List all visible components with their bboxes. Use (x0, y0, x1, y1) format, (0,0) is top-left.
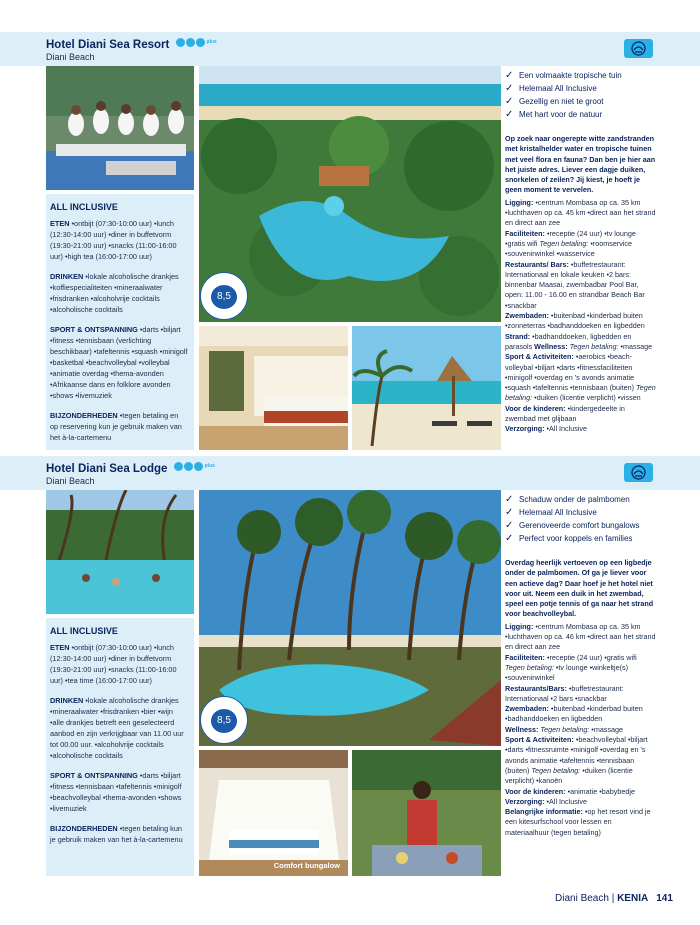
check-icon: ✓ (505, 520, 514, 531)
detail-faciliteiten: Faciliteiten: •receptie (24 uur) •tv lounge •gratis wifi Tegen betaling: •roomservice •souvenirwinkel •wasservice (505, 228, 636, 259)
all-inclusive-panel (46, 618, 194, 876)
hotel-title: Hotel Diani Sea Lodge $^{plus}$ (46, 463, 215, 475)
highlight-item: ✓ Perfect voor koppels en families (505, 533, 633, 544)
hotel-title: Hotel Diani Sea Resort $^{plus}$ (46, 39, 217, 51)
detail-restaurants: Restaurants/ Bars: •buffetrestaurant: Internationaal en lokale keuken •2 bars: binnenbar Maasai, zwembadbar Pool Bar, open: 11.00 - 16.00 en strandbar Beach Bar •snackbar (505, 259, 645, 310)
buffet-photo (46, 66, 194, 190)
score-value: 8,5 (211, 709, 237, 733)
detail-faciliteiten: Faciliteiten: •receptie (24 uur) •gratis wifi Tegen betaling: •tv lounge •winkeltje(s) •souvenirwinkel (505, 652, 637, 683)
page-footer: Diani Beach | KENIA 141 (555, 893, 673, 904)
hotel-description (505, 558, 657, 838)
kite-surf-icon (624, 463, 653, 482)
check-icon: ✓ (505, 109, 514, 120)
detail-ligging: Ligging: •centrum Mombasa op ca. 35 km •luchthaven op ca. 46 km •direct aan het strand en direct aan zee (505, 621, 656, 652)
detail-ligging: Ligging: •centrum Mombasa op ca. 35 km •luchthaven op ca. 45 km •direct aan het strand en direct aan zee (505, 197, 656, 228)
hotel-intro: Op zoek naar ongerepte witte zandstranden met kristalhelder water en tropische tuinen met veel flora en fauna? Dan ben je hier aan het juiste adres. Liever een dagje duiken, snorkelen of zeilen? Jij kiest, je hoeft je geen moment te vervelen. (505, 134, 656, 195)
all-inclusive-panel (46, 194, 194, 450)
highlights-list (505, 69, 622, 121)
hotel-intro: Overdag heerlijk vertoeven op een ligbedje onder de palmbomen. Of ga je liever voor een actieve dag? Daar hoef je het hotel niet voor uit. Neem een duik in het zwembad, speel een potje tennis of ga naar het strand voor beachvolleybal. (505, 558, 654, 619)
footer-country: KENIA (617, 893, 649, 904)
score-badge (200, 696, 248, 744)
page-number: 141 (656, 893, 673, 904)
kite-surf-icon (624, 39, 653, 58)
ai-block-sport: SPORT & ONTSPANNING •darts •biljart •fitness •tennisbaan (verlichting beschikbaar) •tafeltennis •squash •minigolf •basketbal •beachvolleybal •volleybal •animatie overdag •thema-avonden •Afrikaanse dans en folklore avonden •shows •livemuziek (50, 325, 188, 400)
detail-zwembaden: Zwembaden: •buitenbad •kinderbad buiten •badhanddoeken en ligbedden (505, 704, 643, 724)
highlight-item: ✓ Schaduw onder de palmbomen (505, 494, 630, 505)
check-icon: ✓ (505, 507, 514, 518)
score-value: 8,5 (211, 285, 237, 309)
ai-block-eten: ETEN •ontbijt (07:30-10:00 uur) •lunch (12:30-14:00 uur) •diner in buffetvorm (19:30-21:00 uur) •snacks (11:00-16:00 uur) •high tea (16:00-17:00 uur) (50, 219, 177, 261)
ai-block-bijzonderheden: BIJZONDERHEDEN •tegen betaling kun je gebruik maken van het à-la-cartemenu (50, 824, 183, 844)
check-icon: ✓ (505, 533, 514, 544)
hotel-section-2 (0, 456, 700, 876)
check-icon: ✓ (505, 96, 514, 107)
hotel-section-1 (0, 32, 700, 450)
hotel-header (0, 32, 700, 66)
score-badge (200, 272, 248, 320)
detail-zwembaden: Zwembaden: •buitenbad •kinderbad buiten •zonneterras •badhanddoeken en ligbedden (505, 311, 645, 331)
detail-sport: Sport & Activiteiten: •aerobics •beach-volleybal •biljart •darts •fitnessfaciliteiten •minigolf •overdag en 's avonds animatie •squash •tafeltennis •tennisbaan (buiten) Tegen betaling: •duiken (licentie verplicht) •vissen Voor de kinderen: •kindergedeelte in zwembad met glijbaan (505, 352, 656, 424)
footer-place: Diani Beach (555, 893, 609, 904)
detail-sport: Sport & Activiteiten: •beachvolleybal •biljart •darts •fitnessruimte •minigolf •overdag en 's avonds animatie •tafeltennis •tennisbaan (buiten) Tegen betaling: •duiken (licentie verplicht) •kanoën (505, 735, 648, 786)
highlight-item: ✓ Helemaal All Inclusive (505, 507, 597, 518)
all-inclusive-title: ALL INCLUSIVE (50, 202, 118, 212)
all-inclusive-title: ALL INCLUSIVE (50, 626, 118, 636)
detail-restaurants: Restaurants/Bars: •buffetrestaurant: Internationaal •2 bars •snackbar (505, 683, 624, 703)
ai-block-eten: ETEN •ontbijt (07:30-10:00 uur) •lunch (12:30-14:00 uur) •diner in buffetvorm (19:30-21:00 uur) •snacks (11:00-16:00 uur) •tea time (16:00-17:00 uur) (50, 643, 177, 685)
chef-photo (352, 750, 501, 876)
hotel-description (505, 134, 657, 435)
highlights-list (505, 493, 640, 545)
detail-kinderen: Voor de kinderen: •animatie •babybedje (505, 786, 635, 796)
check-icon: ✓ (505, 494, 514, 505)
hotel-location: Diani Beach (46, 52, 95, 62)
bungalow-photo (199, 750, 348, 876)
detail-belangrijk: Belangrijke informatie: •op het resort vind je een kitesurfschool voor lessen en materiaalhuur (tegen betaling) (505, 807, 651, 837)
ai-block-drinken: DRINKEN •lokale alcoholische drankjes •koffiespecialiteiten •mineraalwater •frisdranken •alcoholvrije cocktails •alcoholische cocktails (50, 272, 179, 314)
sun-rating-icon (176, 38, 206, 50)
ai-block-sport: SPORT & ONTSPANNING •darts •biljart •fitness •tennisbaan •tafeltennis •minigolf •beachvolleybal •thema-avonden •shows •livemuziek (50, 771, 182, 813)
highlight-item: ✓ Gezellig en niet te groot (505, 96, 604, 107)
highlight-item: ✓ Met hart voor de natuur (505, 109, 603, 120)
check-icon: ✓ (505, 70, 514, 81)
highlight-item: ✓ Gerenoveerde comfort bungalows (505, 520, 640, 531)
detail-strand: Strand: •badhanddoeken, ligbedden en parasols Wellness: Tegen betaling: •massage (505, 331, 653, 351)
detail-verzorging: Verzorging: •All Inclusive (505, 796, 588, 806)
hotel-location: Diani Beach (46, 476, 95, 486)
pool-swimmers-photo (46, 490, 194, 614)
check-icon: ✓ (505, 83, 514, 94)
room-photo (199, 326, 348, 450)
highlight-item: ✓ Helemaal All Inclusive (505, 83, 597, 94)
hotel-header (0, 456, 700, 490)
highlight-item: ✓ Een volmaakte tropische tuin (505, 70, 622, 81)
ai-block-drinken: DRINKEN •lokale alcoholische drankjes •mineraalwater •frisdranken •bier •wijn •alle drankjes betreft een geselecteerd aanbod en zijn verkrijgbaar van 11.00 uur tot 00.00 uur. •alcoholvrije cocktails •alcoholische cocktails (50, 696, 184, 760)
detail-verzorging: Verzorging: •All Inclusive (505, 424, 588, 434)
beach-photo (352, 326, 501, 450)
detail-wellness: Wellness: Tegen betaling: •massage (505, 724, 623, 734)
photo-caption: Comfort bungalow (273, 861, 340, 870)
ai-block-bijzonderheden: BIJZONDERHEDEN •tegen betaling en op reservering kun je gebruik maken van het à-la-cartemenu (50, 411, 182, 442)
sun-rating-icon (174, 462, 204, 474)
